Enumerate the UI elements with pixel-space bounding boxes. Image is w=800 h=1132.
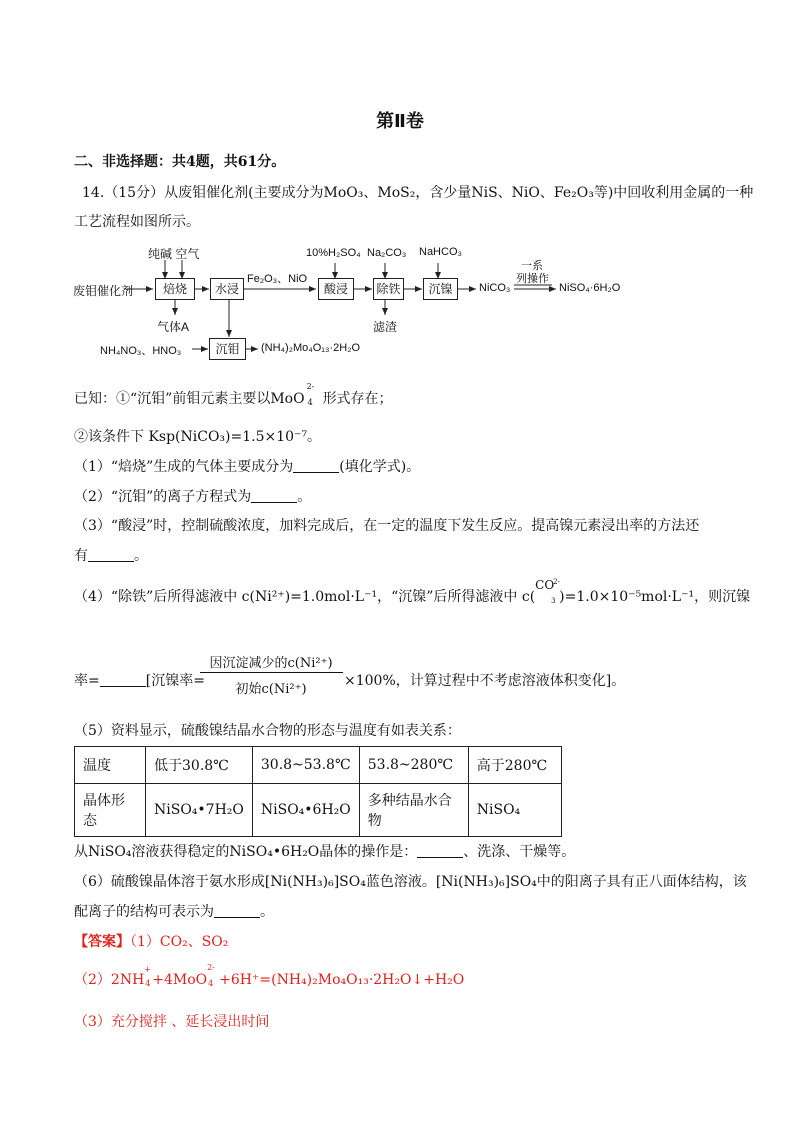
water-leach-step: 水浸 (210, 278, 244, 300)
q4-tail: )=1.0×10⁻⁵mol·L⁻¹，则沉镍 (559, 589, 751, 605)
known1-charge: 2- (306, 382, 315, 391)
table-cell: 30.8~53.8℃ (252, 747, 359, 784)
q3-answer-blank[interactable] (88, 547, 134, 562)
answer-2-subscript2: 4 (208, 979, 214, 988)
question-6-line2 (74, 902, 274, 922)
molybdenum-product: (NH₄)₂Mo₄O₁₃·2H₂O (261, 342, 361, 354)
ops-label-bottom: 列操作 (516, 273, 549, 285)
q3-tail: 。 (134, 548, 148, 564)
answer-2-charge: 2- (207, 963, 215, 972)
page-title: 第Ⅱ卷 (376, 111, 424, 132)
table-cell: NiSO₄•7H₂O (146, 784, 253, 837)
roast-reagents: 纯碱 空气 (148, 247, 200, 261)
question-5-intro: （5）资料显示，硫酸镍结晶水合物的形态与温度有如表关系： (74, 723, 461, 739)
filter-residue: 滤渣 (373, 320, 398, 334)
q14-line2: 工艺流程如图所示。 (74, 214, 200, 230)
q4-ion: CO (535, 578, 555, 592)
q1-tail: (填化学式)。 (339, 459, 421, 475)
table-row (75, 747, 562, 784)
answer-2-mid: +4MoO (152, 972, 208, 988)
acid-leach-step: 酸浸 (318, 278, 354, 300)
hydrate-table (74, 746, 562, 837)
q14-line1: 14.（15分）从废钼催化剂(主要成分为MoO₃、MoS₂，含少量NiS、NiO、Fe₂O₃等)中回收利用金属的一种 (82, 185, 754, 201)
iron-removal-reagent: Na₂CO₃ (367, 247, 407, 259)
q2-text: （2）“沉钼”的离子方程式为 (74, 489, 252, 505)
answer-1-text: （1）CO₂、SO₂ (130, 934, 229, 950)
flow-arrows (0, 0, 800, 380)
question-4-line1 (74, 578, 751, 607)
q3-text: 有 (74, 548, 88, 564)
question-3-line2 (74, 546, 148, 566)
acid-reagent: 10%H₂SO₄ (306, 247, 361, 259)
answer-2-tail: +6H⁺=(NH₄)₂Mo₄O₁₃·2H₂O↓+H₂O (219, 972, 465, 988)
table-cell: 53.8~280℃ (359, 747, 468, 784)
q5-answer-blank[interactable] (417, 843, 463, 858)
gas-a: 气体A (157, 320, 190, 334)
table-cell: 温度 (75, 747, 146, 784)
answer-3: （3）充分搅拌 、延长浸出时间 (74, 1014, 270, 1030)
section-header: 二、非选择题：共4题，共61分。 (74, 154, 286, 170)
table-cell: 低于30.8℃ (146, 747, 253, 784)
q6-tail: 。 (260, 904, 274, 920)
nickel-precip-reagent: NaHCO₃ (419, 246, 462, 258)
question-2 (74, 487, 311, 507)
answer-2-text: （2）2NH (74, 972, 145, 988)
known-condition-2: ②该条件下 Ksp(NiCO₃)=1.5×10⁻⁷。 (74, 429, 322, 445)
leach-solids: Fe₂O₃、NiO (247, 273, 308, 285)
table-cell: 多种结晶水合物 (359, 784, 468, 837)
q2-answer-blank[interactable] (251, 488, 297, 503)
known1-tail: 形式存在； (322, 391, 393, 407)
q4-ion-charge: 2- (553, 578, 560, 586)
ops-label-top: 一系 (521, 260, 543, 272)
question-6-line1: （6）硫酸镍晶体溶于氨水形成[Ni(NH₃)₆]SO₄蓝色溶液。[Ni(NH₃)₆]SO₄中的阳离子具有正八面体结构，该 (74, 874, 747, 890)
answer-2-subscript: 4 (145, 979, 151, 988)
q4-numerator: 因沉淀减少的c(Ni²⁺) (209, 656, 333, 671)
question-3-line1: （3）“酸浸”时，控制硫酸浓度，加料完成后，在一定的温度下发生反应。提高镍元素浸出率的方法还 (74, 518, 700, 534)
q6-text: 配离子的结构可表示为 (74, 904, 214, 920)
q5-tail: 、洗涤、干燥等。 (463, 844, 576, 860)
q4-rate-prefix: 率= (74, 673, 100, 689)
known-condition-1 (74, 382, 393, 409)
table-cell: 高于280℃ (468, 747, 561, 784)
answer-1 (74, 932, 228, 952)
q5-text: 从NiSO₄溶液获得稳定的NiSO₄•6H₂O晶体的操作是： (74, 844, 418, 860)
question-1 (74, 457, 420, 477)
molybdenum-reagents: NH₄NO₃、HNO₃ (100, 345, 182, 357)
iron-removal-step: 除铁 (373, 278, 404, 300)
table-cell: NiSO₄ (468, 784, 561, 837)
table-row (75, 784, 562, 837)
answer-label: 【答案】 (74, 934, 130, 950)
roast-step: 焙烧 (155, 278, 195, 300)
q4-text: （4）“除铁”后所得滤液中 c(Ni²⁺)=1.0mol·L⁻¹，“沉镍”后所得滤液中 c( (74, 589, 536, 605)
nickel-product: NiSO₄·6H₂O (559, 282, 621, 294)
nickel-carbonate: NiCO₃ (479, 282, 511, 294)
q6-answer-blank[interactable] (214, 903, 260, 918)
fraction-bar (200, 672, 343, 673)
question-4-line2 (74, 671, 205, 691)
q4-answer-blank[interactable] (100, 672, 146, 687)
answer-2-plus: + (144, 965, 151, 974)
q4-ion-subscript: 3 (551, 597, 556, 605)
q2-tail: 。 (297, 489, 312, 505)
q1-answer-blank[interactable] (293, 458, 339, 473)
q4-rate-label: [沉镍率= (145, 673, 205, 689)
molybdenum-precip-step: 沉钼 (209, 338, 246, 360)
q1-text: （1）“焙烧”生成的气体主要成分为 (74, 459, 294, 475)
q4-denominator: 初始c(Ni²⁺) (235, 682, 307, 697)
nickel-precip-step: 沉镍 (423, 278, 458, 300)
table-cell: NiSO₄•6H₂O (252, 784, 359, 837)
known1-text: 已知：①“沉钼”前钼元素主要以MoO (74, 391, 305, 407)
q4-rate-tail: ×100%，计算过程中不考虑溶液体积变化]。 (344, 673, 626, 689)
question-5-operation (74, 842, 575, 862)
answer-2 (74, 963, 465, 990)
table-cell: 晶体形态 (75, 784, 146, 837)
start-material: 废钼催化剂 (73, 284, 134, 298)
known1-subscript: 4 (307, 398, 313, 407)
